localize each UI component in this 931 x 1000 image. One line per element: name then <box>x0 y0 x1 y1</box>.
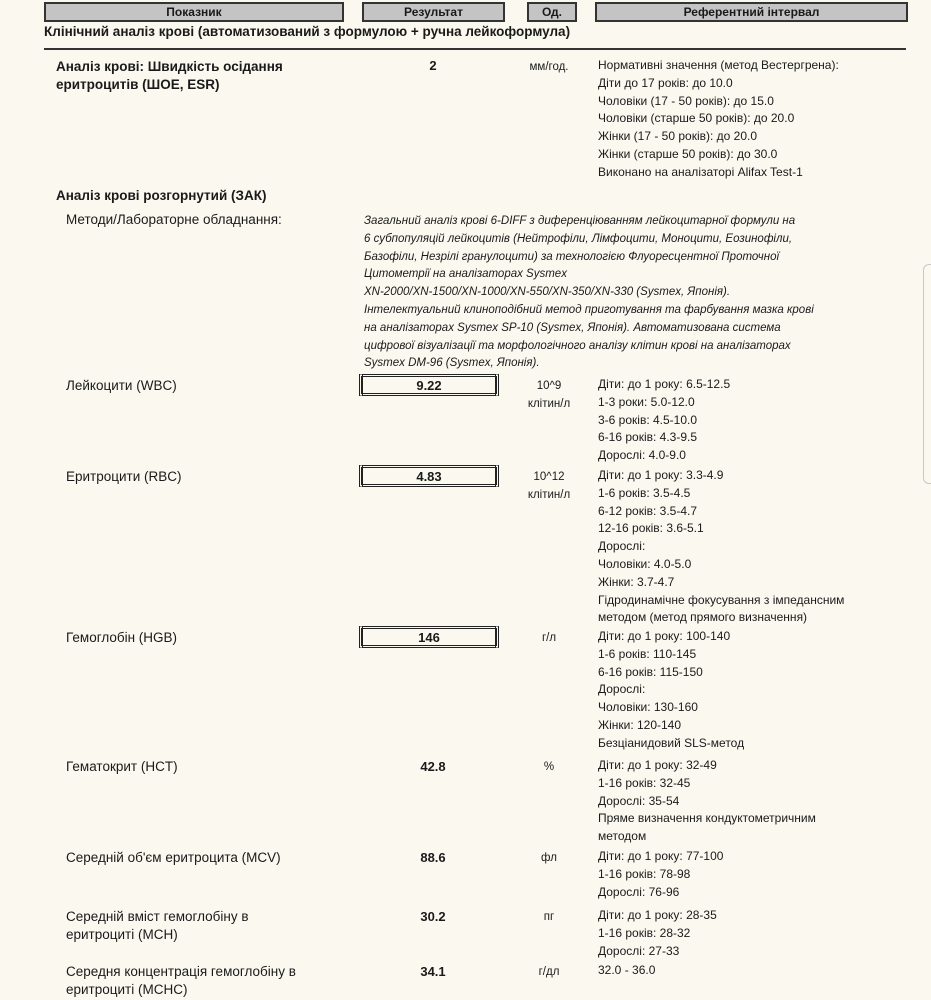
result-reference <box>598 962 655 980</box>
result-name <box>66 849 281 867</box>
reference-line: 3-6 років: 4.5-10.0 <box>598 412 698 427</box>
column-header-indicator: Показник <box>44 2 344 22</box>
result-name <box>66 468 182 486</box>
result-unit-line: фл <box>541 852 557 864</box>
reference-line: Нормативні значення (метод Вестергрена): <box>598 58 839 72</box>
reference-line: 1-3 роки: 5.0-12.0 <box>598 394 695 409</box>
esr-name-line: еритроцитів (ШОЕ, ESR) <box>56 77 220 92</box>
methods-line: Sysmex DM-96 (Sysmex, Японія). <box>364 357 540 370</box>
reference-line: 32.0 - 36.0 <box>598 963 656 977</box>
reference-line: Виконано на аналізаторі Alifax Test-1 <box>598 164 803 179</box>
reference-line: Чоловіки (старше 50 років): до 20.0 <box>598 111 795 126</box>
reference-line: 1-16 років: 32-45 <box>598 775 691 790</box>
result-name <box>66 758 178 776</box>
result-value: 34.1 <box>420 964 446 979</box>
result-name-line: Середній вміст гемоглобіну в <box>66 909 249 924</box>
reference-line: Діти: до 1 року: 32-49 <box>598 758 717 772</box>
result-name <box>66 963 296 999</box>
reference-line: Жінки (старше 50 років): до 30.0 <box>598 146 778 161</box>
esr-unit: мм/год. <box>529 61 569 73</box>
result-unit-line: пг <box>543 911 555 923</box>
result-unit-line: г/дл <box>538 966 560 978</box>
methods-line: Базофіли, Незрілі гранулоцити) за технологією Флуоресцентної Проточної <box>364 250 780 263</box>
result-name-line: Гемоглобін (HGB) <box>66 630 178 645</box>
result-value-flagged: 9.22 <box>359 374 499 396</box>
reference-line: методом (метод прямого визначення) <box>598 610 808 625</box>
result-unit <box>509 758 589 776</box>
methods-line: цифрової візуалізації та морфологічного аналізу клітин крові на аналізаторах <box>364 339 791 352</box>
result-reference <box>598 628 744 753</box>
reference-line: Діти: до 1 року: 77-100 <box>598 849 724 863</box>
reference-line: Чоловіки (17 - 50 років): до 15.0 <box>598 93 774 108</box>
reference-line: Жінки: 3.7-4.7 <box>598 574 675 589</box>
reference-line: Безціанидовий SLS-метод <box>598 735 745 750</box>
reference-line: Дорослі: 76-96 <box>598 884 680 899</box>
result-value: 88.6 <box>420 850 446 865</box>
result-value: 30.2 <box>420 909 446 924</box>
section-divider <box>44 48 906 50</box>
result-unit <box>509 629 589 647</box>
column-header-reference: Референтний інтервал <box>595 2 908 22</box>
reference-line: 1-16 років: 28-32 <box>598 925 691 940</box>
result-name-line: Гематокрит (HCT) <box>66 759 178 774</box>
esr-value: 2 <box>429 58 437 73</box>
reference-line: Дорослі: 35-54 <box>598 793 680 808</box>
scrollbar-thumb[interactable] <box>923 264 931 484</box>
methods-line: Цитометрії на аналізаторах Sysmex <box>364 268 567 281</box>
reference-line: Дорослі: 27-33 <box>598 943 680 958</box>
reference-line: Дорослі: 4.0-9.0 <box>598 448 686 463</box>
reference-line: Діти: до 1 року: 100-140 <box>598 629 731 643</box>
reference-line: Діти: до 1 року: 6.5-12.5 <box>598 377 731 391</box>
result-value-flagged: 4.83 <box>359 465 499 487</box>
methods-line: XN-2000/XN-1500/XN-1000/XN-550/XN-350/XN-330 (Sysmex, Японія). <box>364 286 731 299</box>
result-reference <box>598 848 723 901</box>
methods-line: на аналізаторах Sysmex SP-10 (Sysmex, Японія). Автоматизована система <box>364 321 781 334</box>
result-name-line: еритроциті (MCHC) <box>66 982 188 997</box>
reference-line: 1-6 років: 3.5-4.5 <box>598 485 691 500</box>
result-name-line: Середній об'єм еритроцита (MCV) <box>66 850 281 865</box>
reference-line: Гідродинамічне фокусування з імпедансним <box>598 592 845 607</box>
result-reference <box>598 376 730 465</box>
result-reference <box>598 907 717 960</box>
column-header-result: Результат <box>362 2 505 22</box>
result-name-line: Еритроцити (RBC) <box>66 469 182 484</box>
reference-line: Діти: до 1 року: 3.3-4.9 <box>598 468 724 482</box>
result-unit-line: клітин/л <box>527 398 571 410</box>
reference-line: Діти: до 1 року: 28-35 <box>598 908 717 922</box>
result-value: 42.8 <box>420 759 446 774</box>
reference-line: 6-16 років: 4.3-9.5 <box>598 430 698 445</box>
esr-reference <box>598 57 839 182</box>
reference-line: Дорослі: <box>598 682 646 697</box>
methods-line: 6 субпопуляцій лейкоцитів (Нейтрофіли, Лімфоцити, Моноцити, Еозинофіли, <box>364 232 793 245</box>
result-unit-line: клітин/л <box>527 489 571 501</box>
reference-line: Пряме визначення кондуктометричним <box>598 811 816 826</box>
reference-line: Чоловіки: 4.0-5.0 <box>598 556 692 571</box>
result-unit <box>509 849 589 867</box>
result-unit <box>509 468 589 504</box>
result-name <box>66 629 177 647</box>
result-unit <box>509 377 589 413</box>
result-value-flagged: 146 <box>359 626 499 648</box>
result-name <box>66 377 177 395</box>
reference-line: Жінки (17 - 50 років): до 20.0 <box>598 129 758 144</box>
reference-line: Дорослі: <box>598 539 646 554</box>
methods-label: Методи/Лабораторне обладнання: <box>66 212 282 227</box>
esr-name <box>56 58 283 94</box>
result-name <box>66 908 249 944</box>
reference-line: Чоловіки: 130-160 <box>598 700 698 715</box>
reference-line: 1-6 років: 110-145 <box>598 646 697 661</box>
result-unit-line: г/л <box>541 632 557 644</box>
section-title: Клінічний аналіз крові (автоматизований з формулою + ручна лейкоформула) <box>44 24 571 39</box>
reference-line: Діти до 17 років: до 10.0 <box>598 75 733 90</box>
result-unit-line: 10^12 <box>533 471 565 483</box>
methods-line: Інтелектуальний клиноподібний метод приготування та фарбування мазка крові <box>364 303 814 316</box>
result-unit <box>509 908 589 926</box>
reference-line: 1-16 років: 78-98 <box>598 866 691 881</box>
reference-line: методом <box>598 829 647 844</box>
result-name-line: Середня концентрація гемоглобіну в <box>66 964 296 979</box>
result-reference <box>598 467 844 627</box>
methods-description <box>364 213 854 373</box>
methods-line: Загальний аналіз крові 6-DIFF з диференціюванням лейкоцитарної формули на <box>364 215 796 227</box>
result-unit-line: 10^9 <box>536 380 562 392</box>
reference-line: 6-12 років: 3.5-4.7 <box>598 503 698 518</box>
esr-name-line: Аналіз крові: Швидкість осідання <box>56 59 283 74</box>
result-unit-line: % <box>543 761 555 773</box>
result-name-line: еритроциті (MCH) <box>66 927 178 942</box>
reference-line: Жінки: 120-140 <box>598 717 682 732</box>
result-unit <box>509 963 589 981</box>
column-header-unit: Од. <box>527 2 577 22</box>
cbc-title: Аналіз крові розгорнутий (ЗАК) <box>56 188 267 203</box>
reference-line: 12-16 років: 3.6-5.1 <box>598 521 704 536</box>
result-reference <box>598 757 816 846</box>
result-name-line: Лейкоцити (WBC) <box>66 378 177 393</box>
reference-line: 6-16 років: 115-150 <box>598 664 703 679</box>
